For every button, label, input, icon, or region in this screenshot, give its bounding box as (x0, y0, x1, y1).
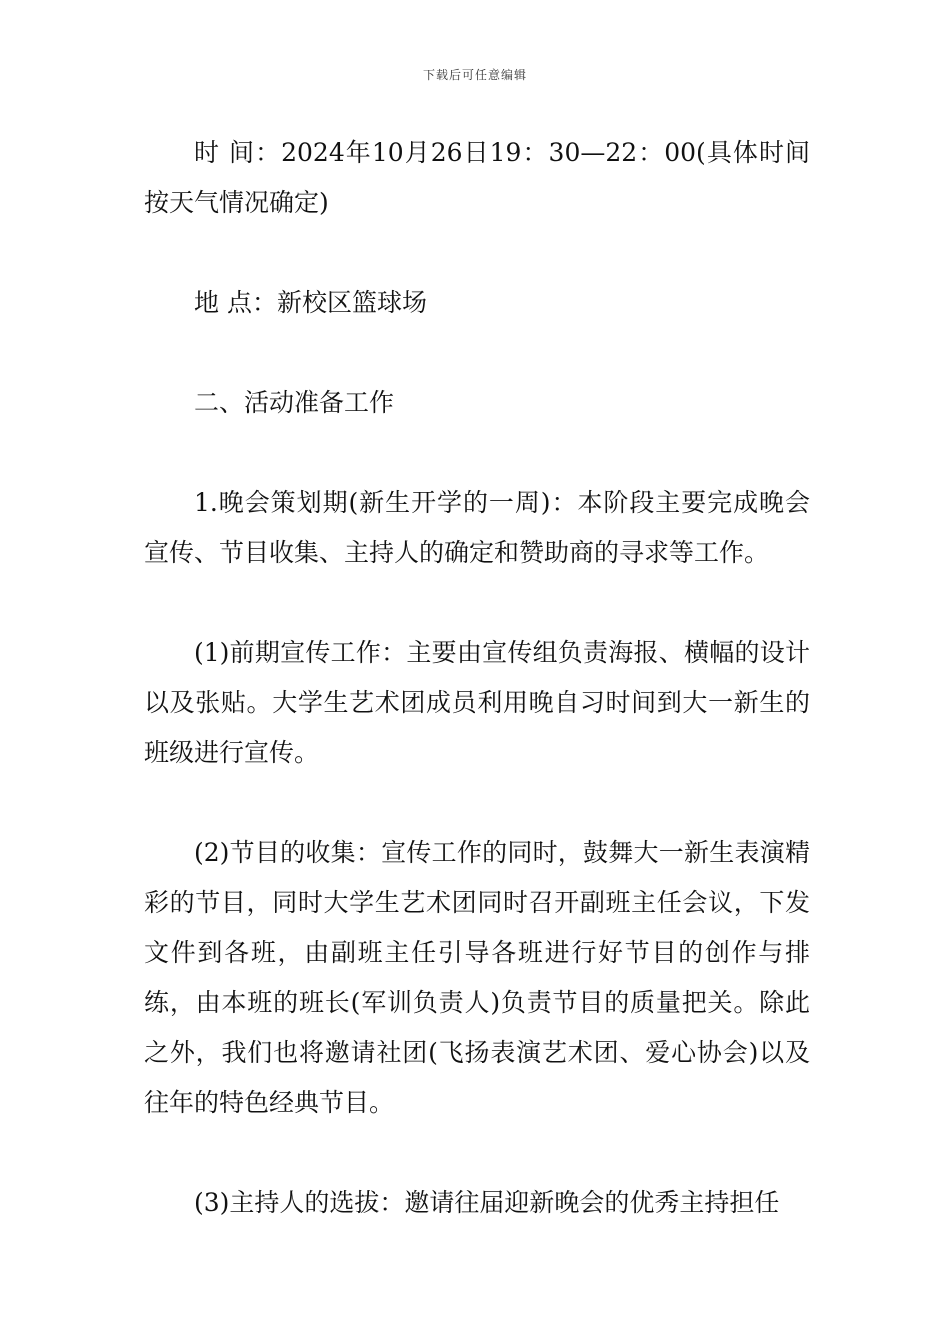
section-heading-preparation: 二、活动准备工作 (194, 388, 395, 417)
page-header: 下载后可任意编辑 (422, 68, 527, 82)
paragraph-time: 时 间：2024年10月26日19：30—22：00(具体时间按天气情况确定) (144, 138, 810, 217)
document-body (144, 128, 810, 1278)
paragraph-location: 地 点：新校区篮球场 (194, 288, 427, 317)
paragraph-publicity: (1)前期宣传工作：主要由宣传组负责海报、横幅的设计以及张贴。大学生艺术团成员利用晚自习时间到大一新生的班级进行宣传。 (144, 638, 810, 767)
paragraph-program-collection: (2)节目的收集：宣传工作的同时，鼓舞大一新生表演精彩的节目，同时大学生艺术团同时召开副班主任会议，下发文件到各班，由副班主任引导各班进行好节目的创作与排练，由本班的班长(军训负责人)负责节目的质量把关。除此之外，我们也将邀请社团(飞扬表演艺术团、爱心协会)以及往年的特色经典节目。 (144, 838, 810, 1117)
paragraph-host-selection: (3)主持人的选拔：邀请往届迎新晚会的优秀主持担任 (194, 1188, 780, 1217)
paragraph-planning-period: 1.晚会策划期(新生开学的一周)：本阶段主要完成晚会宣传、节目收集、主持人的确定和赞助商的寻求等工作。 (144, 488, 810, 567)
